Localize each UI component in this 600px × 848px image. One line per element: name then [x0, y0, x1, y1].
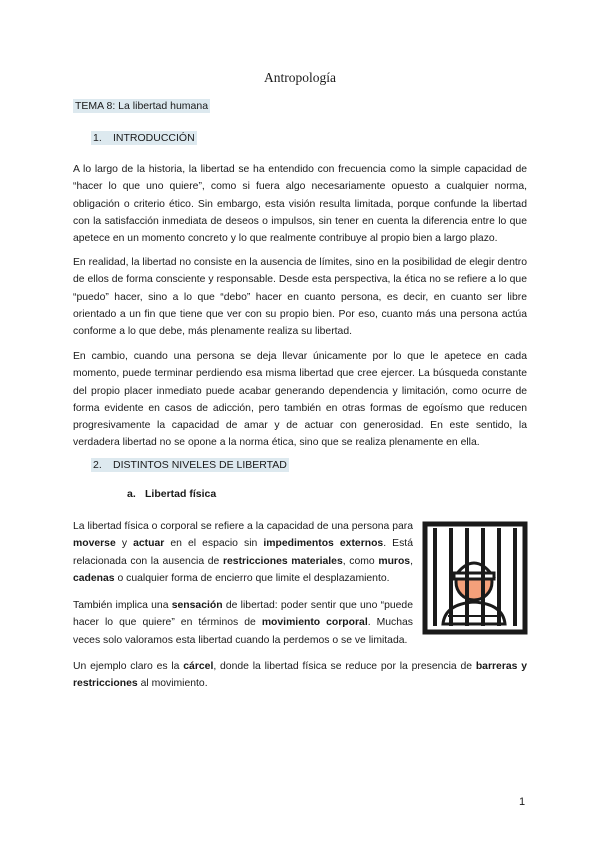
text-run: de libertad: poder sentir que uno “puede hacer lo que quiere” en términos de	[73, 600, 413, 629]
bold-term: sensación	[171, 600, 223, 611]
subsection-heading-libertad-fisica	[127, 488, 216, 500]
bold-term: impedimentos externos	[263, 538, 384, 550]
text-run: en el espacio sin	[164, 538, 264, 550]
text-run: Un ejemplo claro es la	[73, 661, 184, 672]
text-run: La libertad física o corporal se refiere a la capacidad de una persona para	[73, 521, 413, 532]
text-run: , donde la libertad física se reduce por la presencia de	[213, 661, 476, 672]
bold-term: actuar	[133, 538, 165, 550]
text-run: . Está relacionada con la ausencia de	[73, 538, 413, 567]
text-run: ,	[410, 555, 413, 567]
topic-heading: TEMA 8: La libertad humana	[75, 100, 209, 112]
text-run: , como	[342, 555, 379, 567]
intro-paragraph-2: En realidad, la libertad no consiste en la ausencia de límites, sino en la posibilidad de elegir dentro de ellos de forma consciente y responsable. Desde esta perspectiva, la ética no se refiere a lo que “puedo” hacer, sino a lo que “debo” hacer en cuanto persona, es decir, en cuanto ser libre orientado a un fin que tiene que ver con su propio bien. Por eso, cuanto más una persona actúa conforme a lo que debe, más plenamente realiza su libertad.	[73, 257, 527, 338]
subsection-title: Libertad física	[145, 488, 217, 500]
section-title: INTRODUCCIÓN	[113, 132, 195, 144]
page-title: Antropología	[264, 70, 336, 85]
bold-term: moverse	[73, 538, 116, 550]
bold-term: restricciones materiales	[222, 555, 343, 567]
bold-term: cadenas	[73, 572, 115, 584]
bold-term: barreras y restricciones	[73, 661, 528, 690]
text-run: . Muchas veces solo valoramos esta libertad cuando la perdemos o se ve limitada.	[73, 617, 413, 646]
section-number: 1.	[93, 132, 102, 144]
bold-term: muros	[378, 555, 411, 567]
page-number: 1	[519, 796, 526, 808]
section-number: 2.	[93, 459, 102, 471]
text-run: También implica una	[73, 600, 172, 611]
text-run: al movimiento.	[137, 678, 208, 690]
section-heading-introduccion	[91, 131, 197, 145]
intro-paragraph-1: A lo largo de la historia, la libertad se ha entendido con frecuencia como la simple capacidad de “hacer lo que uno quiere”, como si fuera algo necesariamente opuesto a cualquier norma, obligación o criterio ético. Sin embargo, esta visión resulta limitada, porque confunde la libertad con la satisfacción inmediata de deseos o impulsos, sin tener en cuenta la diferencia entre lo que apetece en un momento concreto y lo que realmente contribuye al propio bien a largo plazo.	[73, 164, 527, 245]
bold-term: movimiento corporal	[261, 617, 368, 629]
prisoner-behind-bars-icon	[421, 520, 529, 636]
fisica-paragraph-2	[73, 597, 413, 649]
fisica-paragraph-3	[73, 658, 527, 693]
fisica-paragraph-1	[73, 518, 413, 587]
bold-term: cárcel	[183, 661, 214, 672]
section-heading-niveles	[91, 458, 289, 472]
text-run: y	[115, 538, 134, 550]
subsection-letter: a.	[127, 488, 136, 500]
text-run: o cualquier forma de encierro que limite el desplazamiento.	[114, 572, 390, 584]
section-title: DISTINTOS NIVELES DE LIBERTAD	[113, 459, 287, 471]
intro-paragraph-3: En cambio, cuando una persona se deja llevar únicamente por lo que le apetece en cada momento, puede terminar perdiendo esa misma libertad que cree ejercer. La búsqueda constante del propio placer inmediato puede acabar generando dependencia y limitación, como ocurre de forma evidente en casos de adicción, pero también en otras formas de egoísmo que reducen progresivamente la capacidad de amar y de actuar con generosidad. En este sentido, la verdadera libertad no se opone a la norma ética, sino que se realiza plenamente en ella.	[73, 351, 527, 449]
